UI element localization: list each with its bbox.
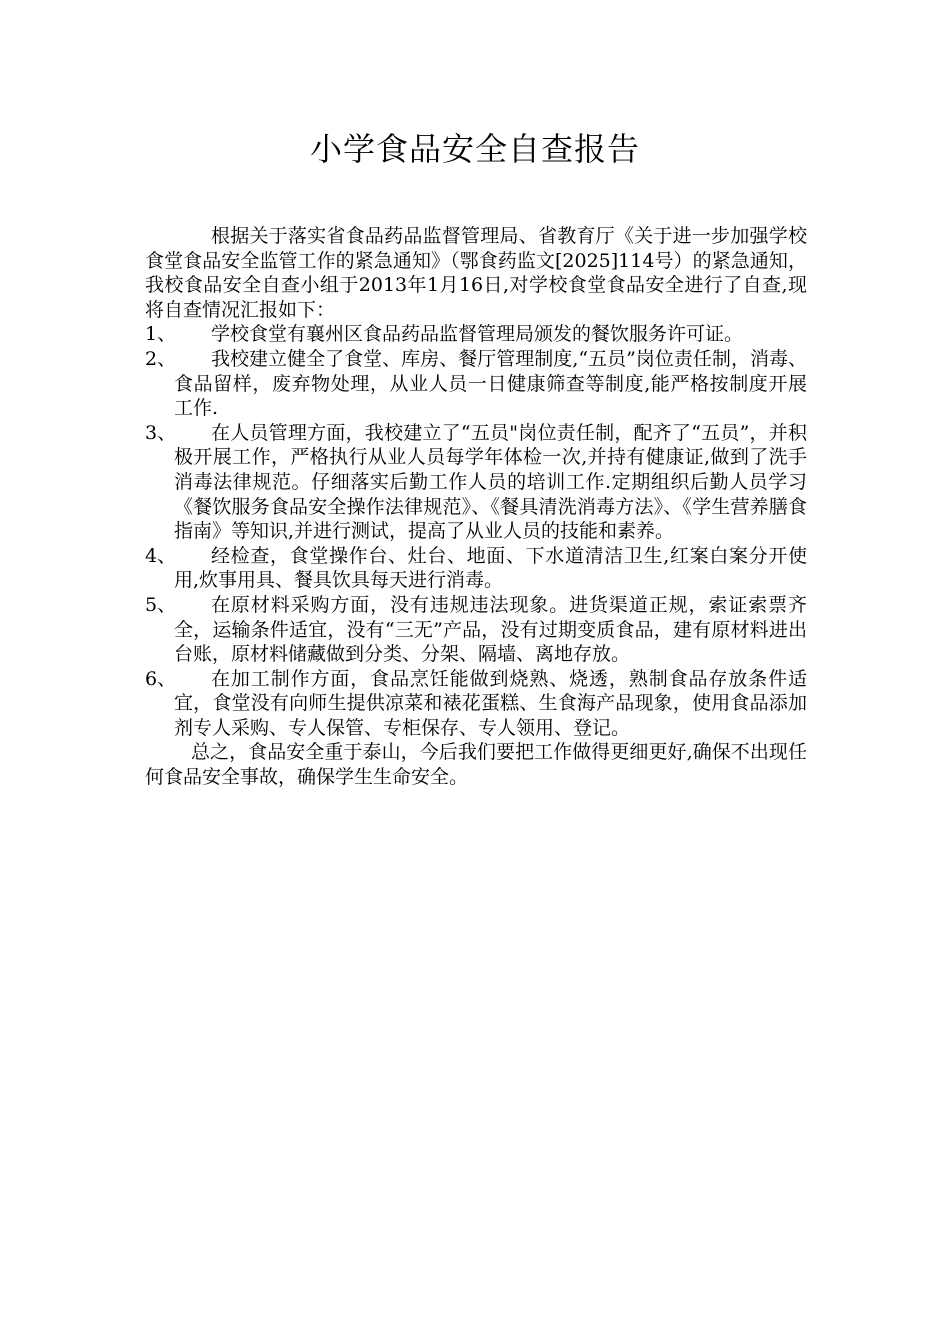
list-item-number: 2、 xyxy=(145,347,177,370)
document-title: 小学食品安全自查报告 xyxy=(309,130,640,168)
intro-paragraph: 根据关于落实省食品药品监督管理局、省教育厅《关于进一步加强学校食堂食品安全监管工作的紧急通知》（鄂食药监文[2025]114号）的紧急通知，我校食品安全自查小组于2013年1月16日,对学校食堂食品安全进行了自查,现将自查情况汇报如下： xyxy=(145,225,807,321)
list-item xyxy=(145,544,807,593)
list-item xyxy=(145,667,807,741)
list-item-text: 在原材料采购方面，没有违规违法现象。进货渠道正规，索证索票齐全，运输条件适宜，没有“三无”产品，没有过期变质食品，建有原材料进出台账，原材料储藏做到分类、分架、隔墙、离地存放。 xyxy=(174,593,807,666)
list-item-number: 3、 xyxy=(145,421,177,444)
list-item xyxy=(145,593,807,667)
list-item-number: 4、 xyxy=(145,544,177,567)
list-item-number: 5、 xyxy=(145,593,177,616)
list-item-number: 6、 xyxy=(145,667,177,690)
document-body xyxy=(145,224,807,790)
closing-paragraph: 总之，食品安全重于泰山，今后我们要把工作做得更细更好,确保不出现任何食品安全事故，确保学生生命安全。 xyxy=(145,741,807,789)
list-item-text: 我校建立健全了食堂、库房、餐厅管理制度,“五员”岗位责任制，消毒、食品留样，废弃物处理，从业人员一日健康筛查等制度,能严格按制度开展工作. xyxy=(174,347,807,420)
list-item-text: 在加工制作方面，食品烹饪能做到烧熟、烧透，熟制食品存放条件适宜，食堂没有向师生提供凉菜和裱花蛋糕、生食海产品现象，使用食品添加剂专人采购、专人保管、专柜保存、专人领用、登记。 xyxy=(174,667,807,739)
list-item-text: 在人员管理方面，我校建立了“五员"岗位责任制，配齐了“五员”，并积极开展工作，严格执行从业人员每学年体检一次,并持有健康证,做到了洗手消毒法律规范。仔细落实后勤工作人员的培训工作.定期组织后勤人员学习《餐饮服务食品安全操作法律规范》、《餐具清洗消毒方法》、《学生营养膳食指南》等知识,并进行测试，提高了从业人员的技能和素养。 xyxy=(174,421,807,543)
list-item-text: 学校食堂有襄州区食品药品监督管理局颁发的餐饮服务许可证。 xyxy=(211,323,744,346)
list-item-text: 经检查，食堂操作台、灶台、地面、下水道清洁卫生,红案白案分开使用,炊事用具、餐具饮具每天进行消毒。 xyxy=(174,544,807,592)
list-item xyxy=(145,347,807,421)
list-item-number: 1、 xyxy=(145,323,177,346)
list-item xyxy=(145,421,807,544)
list-item xyxy=(145,322,807,347)
